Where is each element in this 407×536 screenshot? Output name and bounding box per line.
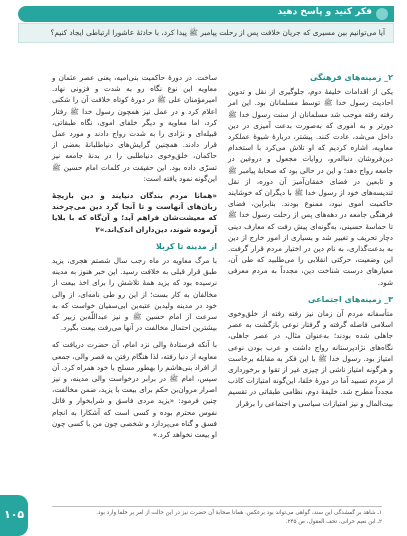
heading-medina-karbala: از مدینه تا کربلا: [155, 241, 217, 251]
footnote-2: ۲ـ ابن نعیم حرانی، تحف العقول، ص ۲۴۵.: [285, 519, 382, 525]
section-banner: [18, 6, 394, 22]
page-number: ۱۰۵: [4, 508, 25, 521]
paragraph: با مرگ معاویه در ماه رجب سال شصتم هجری، یزید طبق قرار قبلی به خلافت رسید. این خبر هنوز به مدینه نرسیده بود که یزید همهٔ تلاشش را برای اخذ بیعت از مخالفان به کار بست؛ از این رو طی نامه‌ای، از والی خود در مدینه ولیدبن عتبه‌بن ابی‌سفیان خواست که به سرعت از امام حسین ﷺ و نیز عبداللّه‌بن زبیر که بیشترین احتمال مخالفت در آنها می‌رفت بیعت بگیرد.: [52, 256, 217, 333]
banner-title: فکر کنید و پاسخ دهید: [277, 7, 372, 17]
lightbulb-icon: [376, 8, 388, 20]
page-number-tab: [0, 495, 28, 536]
quote: «همانا مردم بندگان دنیایند و دین بازیچهٔ زبان‌های آنهاست و تا آنجا گرد دین می‌چرخند که معیشت‌شان فراهم آید؛ و آن‌گاه که با بلایا آزموده شوند، دین‌داران اندک‌اند.»۲: [52, 191, 217, 234]
paragraph: متأسفانه مردم آن زمان نیز رفته رفته از خلق‌وخوی اسلامی فاصله گرفته و گرفتار نوعی بازگشت به عصر جاهلی شده بودند؛ به‌عنوان مثال، در عصر جاهلی، نگاه‌های نژادپرستانه رواج داشت و عرب بودن نوعی امتیاز بود. رسول خدا ﷺ با این فکر به مقابله برخاست و هرگونه امتیاز ناشی از چیزی غیر از تقوا و برخورداری از مردم تسبید آما در دورهٔ خلفا، این‌گونه امتیازات کاذب مجدداً مطرح شد. خلیفهٔ دوم، نظامی طبقاتی در تقسیم بیت‌المال و نیز امتیازات سیاسی و اجتماعی را برقرار: [228, 309, 393, 408]
right-column: [228, 72, 393, 415]
footnote-divider: [52, 506, 382, 507]
paragraph: ساخت. در دورهٔ حاکمیت بنی‌امیه، یعنی عصر عثمان و معاویه این نوع نگاه رو به شدت و فزونی نهاد. امیرمؤمنان علی ﷺ در دورهٔ کوتاه خلافت آن را شکنی اعلام کرد و در عمل نیز همچون رسول خدا ﷺ رفتار کرد، اما معاویه و دیگر خلفای اموی، نگاه طبقاتی، قبیله‌ای و نژادی را به شدت رواج دادند و مورد عمل قرار دادند. همچنین گرایش‌های دنیاطلبانهٔ بعضی از حاکمان، خلق‌وخوی دنیاطلبی را در بدنهٔ جامعه نیز تسرّی داده بود. این حقیقت در کلمات امام حسین ﷺ این‌گونه نمود یافته است:: [52, 73, 217, 183]
heading-social: ۳_ زمینه‌های اجتماعی: [308, 294, 393, 304]
heading-cultural: ۲_ زمینه‌های فرهنگی: [309, 73, 393, 82]
left-column: [52, 72, 217, 446]
question-box: [18, 23, 394, 43]
paragraph: یکی از اقدامات خلیفهٔ دوم، جلوگیری از نقل و تدوین احادیث رسول خدا ﷺ توسط مسلمانان بود. این امر رفته رفته موجب شد مسلمانان از سنت رسول خدا ﷺ دورتر و به اموری که به‌صورت بدعت آمیزی در دین داخل می‌شد، عادت کنند. پیشتر، دربارهٔ شیوهٔ عملکرد معاویه، اشاره کردیم که او تلاش می‌کرد با استخدام دین‌فروشان دنباله‌رو، روایات مجعول و دروغین در جامعه رواج دهد؛ و این در حالی بود که صحابهٔ پیامبر ﷺ و تابعین در فضای خفقان‌آمیز آن دوره، از نقل تندیسه‌های خود از رسول خدا ﷺ با دیگران که خوشایند حاکمیت اموی نبود، ممنوع بودند. بنابراین، فضای فرهنگی جامعه در دهه‌های پس از رحلت رسول خدا ﷺ تا حماسهٔ حسینی، به‌گونه‌ای پیش رفت که معارف دینی دچار تحریف و تغییر شد و بسیاری از امور خارج از دین به بدعت‌گذاری، به نام دین در اختیار مردم قرار گرفت. این وضعیت، حرکتی انقلابی را می‌طلبید که طی آن، معیارهای درست شناخت دین، مجدداً به مردم معرفی شود.: [228, 87, 393, 287]
question-text: آیا می‌توانیم بین مسیری که جریان خلافت پس از رحلت پیامبر ﷺ پیدا کرد، با حادثهٔ عاشورا ارتباطی ایجاد کنیم؟: [50, 28, 385, 37]
paragraph: با آنکه فرستادهٔ والی نزد امام، آن حضرت دریافت که معاویه از دنیا رفته، لذا هنگام رفتن به قصر والی، جمعی از افراد بنی‌هاشم را بهطور مسلح با خود همراه کرد. آن سپس، امام ﷺ در برابر درخواست والی مدینه، و نیز اصرار مروان‌بن حکم برای بیعت با یزید، ضمن مخالفت، چنین فرمود: «یزید مردی فاسق و شرابخوار و قاتل نفوس محترم بوده و کسی است که آشکارا به انجام فسق و گناه می‌پردازد و شخصی چون من با کسی چون او بیعت نخواهد کرد.»: [52, 340, 217, 440]
footnote-1: ۱ـ شاهد بر گمشدگی این سند، گواهی می‌تواند بود برعکس. همانا صحابهٔ آن حضرت نیز در این حالت از امر بر خلفا وارد بود.: [96, 510, 382, 516]
